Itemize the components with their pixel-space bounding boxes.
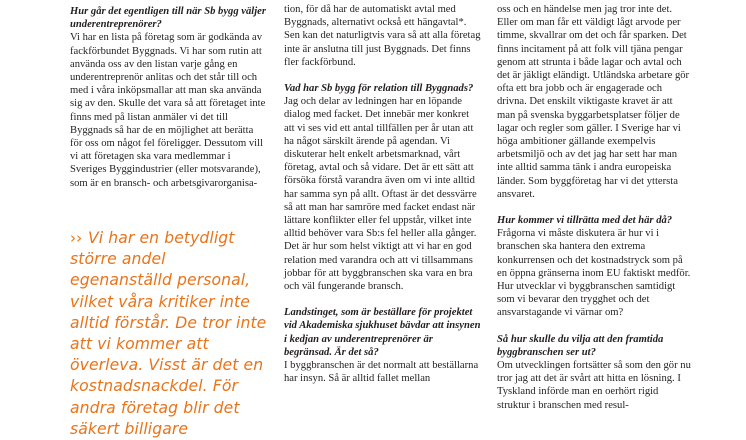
quote-mark-icon: ››: [70, 229, 83, 247]
interview-question: Vad har Sb bygg för relation till Byggnads?: [284, 83, 474, 95]
interview-question: Hur går det egentligen till när Sb bygg väljer underentreprenörer?: [70, 6, 266, 31]
interview-question: Hur kommer vi tillrätta med det här då?: [497, 215, 673, 227]
interview-answer: Jag och delar av ledningen har en löpande dialog med facket. Det innebär mer konkret att vi ses vid ett antal tillfällen per år utan att ha något särskilt ärende på agendan. Vi diskuterar helt enkelt arbetsmarknad, vårt företag, avtal och så vidare. Det är ett sätt att försöka förstå varandra även om vi inte alltid har samma syn på allt. Oftast är det dessvärre så att man har samröre med facket endast när lättare konflikter eller fel uppstår, vilket inte alltid behöver vara Sb:s fel heller alla gånger. Det är hur som helst viktigt att vi har en god relation med varandra och att vi tillsammans jobbar för att byggbranschen ska vara en bra och väl fungerande bransch.: [284, 96, 477, 293]
article-column-3: [497, 3, 692, 412]
interview-answer: Frågorna vi måste diskutera är hur vi i branschen ska hantera den extrema konkurrensen och det kostnadstryck som på en öppna gränserna inom EU faktiskt medför. Hur utvecklar vi byggbranschen samtidigt som vi bevarar den trygghet och det ansvarstagande vi värnar om?: [497, 228, 691, 319]
article-column-1: [70, 5, 267, 190]
pull-quote: [70, 228, 270, 440]
paragraph: tion, för då har de automatiskt avtal med Byggnads, alternativt också ett hängavtal*. Sen kan det naturligtvis vara så att alla företag inte är anslutna till just Byggnads. Det finns fler fackförbund.: [284, 4, 481, 68]
interview-question: Landstinget, som är beställare för projektet vid Akademiska sjukhuset bävdar att insynen i kedjan av underentreprenörer är begränsad. Är det så?: [284, 307, 481, 358]
paragraph: oss och en händelse men jag tror inte det. Eller om man får ett väldigt lågt arvode per timme, skvallrar om det och får sparken. Det finns incitament på att folk vill tjäna pengar genom att strunta i både lagar och avtal och det är jäkligt eländigt. Utländska arbetare gör ofta ett bra jobb och är engagerade och drivna. Det enskilt viktigaste kravet är att man på svenska byggarbetsplatser följer de lagar och regler som gäller. I Sverige har vi höga ambitioner gällande exempelvis arbetsmiljö och av det jag har sett har man inte alltid samma tänk i andra europeiska länder. Som byggföretag har vi det yttersta ansvaret.: [497, 4, 690, 200]
pull-quote-text: Vi har en betydligt större andel egenanställd personal, vilket våra kritiker inte alltid förstår. De tror inte att vi kommer att överleva. Visst är det en kostnadsnackdel. För andra företag blir det säkert billigare: [70, 229, 267, 438]
interview-answer: Vi har en lista på företag som är godkända av fackförbundet Byggnads. Vi har som rutin att använda oss av den listan varje gång en underentreprenör anlitas och det står till och med i våra inköpsmallar att man ska använda sig av den. Skulle det vara så att företaget inte finns med på listan anmäler vi det till Byggnads så har de en möjlighet att berätta för oss om något fel föreligger. Dessutom vill vi att företagen ska vara medlemmar i Sveriges Byggindustrier (eller motsvarande), som är en bransch- och arbetsgivarorganisa-: [70, 32, 266, 189]
interview-answer: I byggbranschen är det normalt att beställarna har insyn. Så är alltid fallet mellan: [284, 360, 479, 385]
interview-question: Så hur skulle du vilja att den framtida byggbranschen ser ut?: [497, 333, 664, 358]
article-column-2: [284, 3, 481, 385]
interview-answer: Om utvecklingen fortsätter så som den gör nu tror jag att det är svårt att hitta en lösning. I Tyskland införde man en oerhört rigid struktur i branschen med resul-: [497, 360, 691, 411]
